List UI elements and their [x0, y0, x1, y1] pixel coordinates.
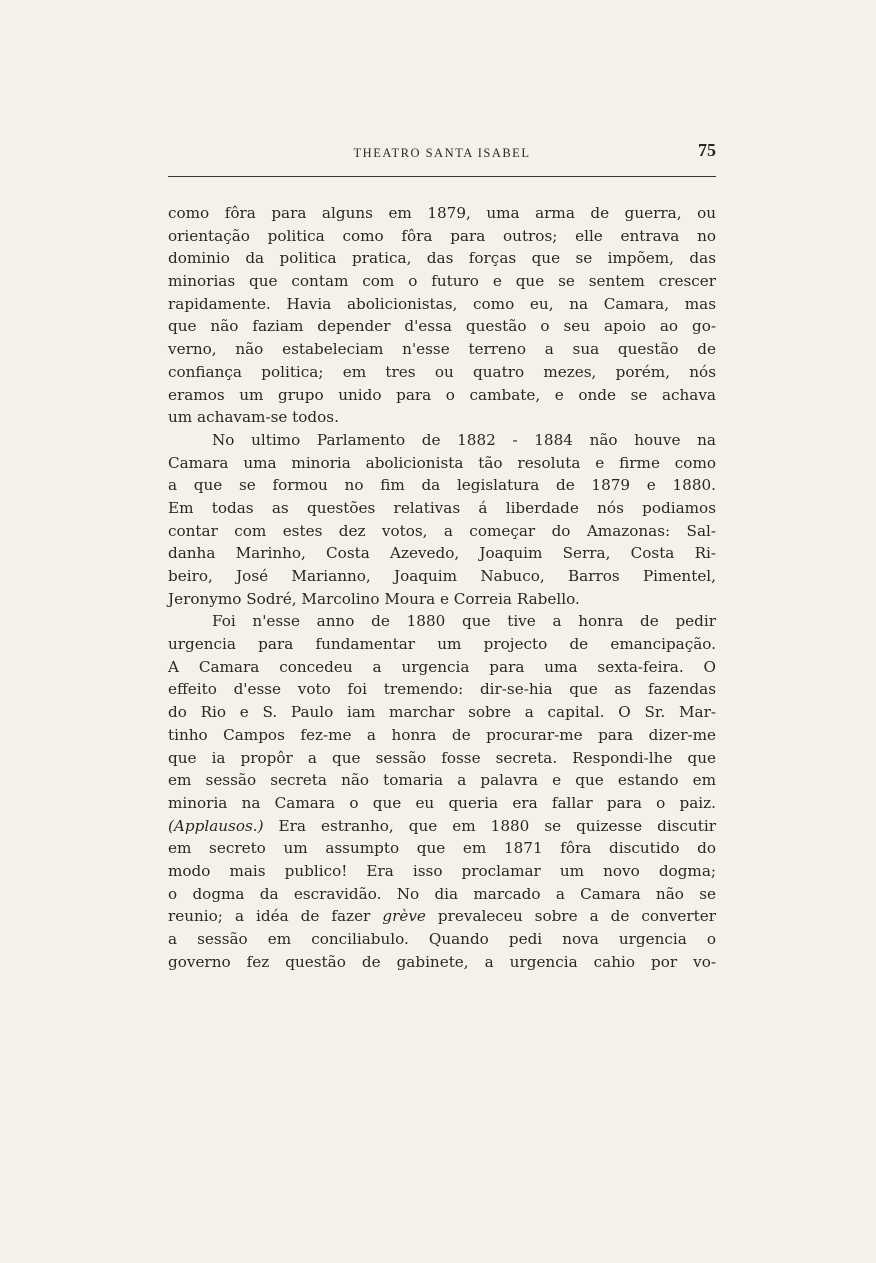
text-line: um achavam-se todos. [168, 408, 339, 427]
running-title: THEATRO SANTA ISABEL [353, 146, 531, 160]
text-line: em secreto um assumpto que em 1871 fôra discutido do [168, 839, 716, 858]
italic-greve: grève [382, 907, 426, 926]
body-text [168, 202, 716, 973]
text-line: eramos um grupo unido para o cambate, e onde se achava [168, 385, 716, 404]
text-line: minorias que contam com o futuro e que se sentem crescer [168, 272, 716, 291]
text-line: governo fez questão de gabinete, a urgencia cahio por vo- [168, 952, 716, 971]
text-segment: Era estranho, que em 1880 se quizesse discutir [263, 816, 716, 835]
running-head [168, 140, 716, 170]
text-line: modo mais publico! Era isso proclamar um novo dogma; [168, 861, 716, 880]
text-line: que ia propôr a que sessão fosse secreta. Respondi-lhe que [168, 748, 716, 767]
text-line: contar com estes dez votos, a começar do Amazonas: Sal- [168, 521, 716, 540]
text-segment: prevaleceu sobre a de converter [425, 907, 716, 926]
text-line: a que se formou no fim da legislatura de 1879 e 1880. [168, 476, 716, 495]
text-line: do Rio e S. Paulo iam marchar sobre a capital. O Sr. Mar- [168, 703, 716, 722]
text-line: minoria na Camara o que eu queria era fallar para o paiz. [168, 793, 716, 812]
text-line: que não faziam depender d'essa questão o seu apoio ao go- [168, 317, 716, 336]
text-line: como fôra para alguns em 1879, uma arma de guerra, ou [168, 204, 716, 222]
text-line: tinho Campos fez-me a honra de procurar-me para dizer-me [168, 725, 716, 744]
text-line: Camara uma minoria abolicionista tão resoluta e firme como [168, 453, 716, 472]
text-line: a sessão em conciliabulo. Quando pedi nova urgencia o [168, 930, 716, 948]
text-line [168, 815, 716, 838]
text-line: dominio da politica pratica, das forças que se impõem, das [168, 249, 716, 268]
text-line: em sessão secreta não tomaria a palavra e que estando em [168, 771, 716, 790]
text-line: A Camara concedeu a urgencia para uma sexta-feira. O [168, 657, 716, 676]
text-line: beiro, José Marianno, Joaquim Nabuco, Barros Pimentel, [168, 567, 716, 585]
text-line: Foi n'esse anno de 1880 que tive a honra de pedir [212, 612, 716, 631]
text-line: confiança politica; em tres ou quatro mezes, porém, nós [168, 362, 716, 381]
page-number: 75 [698, 140, 716, 160]
text-segment: reunio; a idéa de fazer [168, 907, 383, 926]
text-line: effeito d'esse voto foi tremendo: dir-se-hia que as fazendas [168, 680, 716, 699]
text-line: danha Marinho, Costa Azevedo, Joaquim Serra, Costa Ri- [168, 544, 716, 563]
text-line: Jeronymo Sodré, Marcolino Moura e Correia Rabello. [168, 589, 580, 608]
text-line: o dogma da escravidão. No dia marcado a Camara não se [168, 884, 716, 903]
text-line: No ultimo Parlamento de 1882 - 1884 não houve na [212, 430, 716, 449]
text-line: rapidamente. Havia abolicionistas, como eu, na Camara, mas [168, 294, 716, 313]
text-line: Em todas as questões relativas á liberdade nós podiamos [168, 498, 716, 517]
italic-applause: (Applausos.) [168, 816, 264, 835]
header-rule [168, 176, 716, 177]
text-line: verno, não estabeleciam n'esse terreno a sua questão de [168, 340, 716, 359]
text-line: urgencia para fundamentar um projecto de emancipação. [168, 635, 716, 654]
text-line [168, 905, 716, 928]
text-line: orientação politica como fôra para outros; elle entrava no [168, 226, 716, 245]
